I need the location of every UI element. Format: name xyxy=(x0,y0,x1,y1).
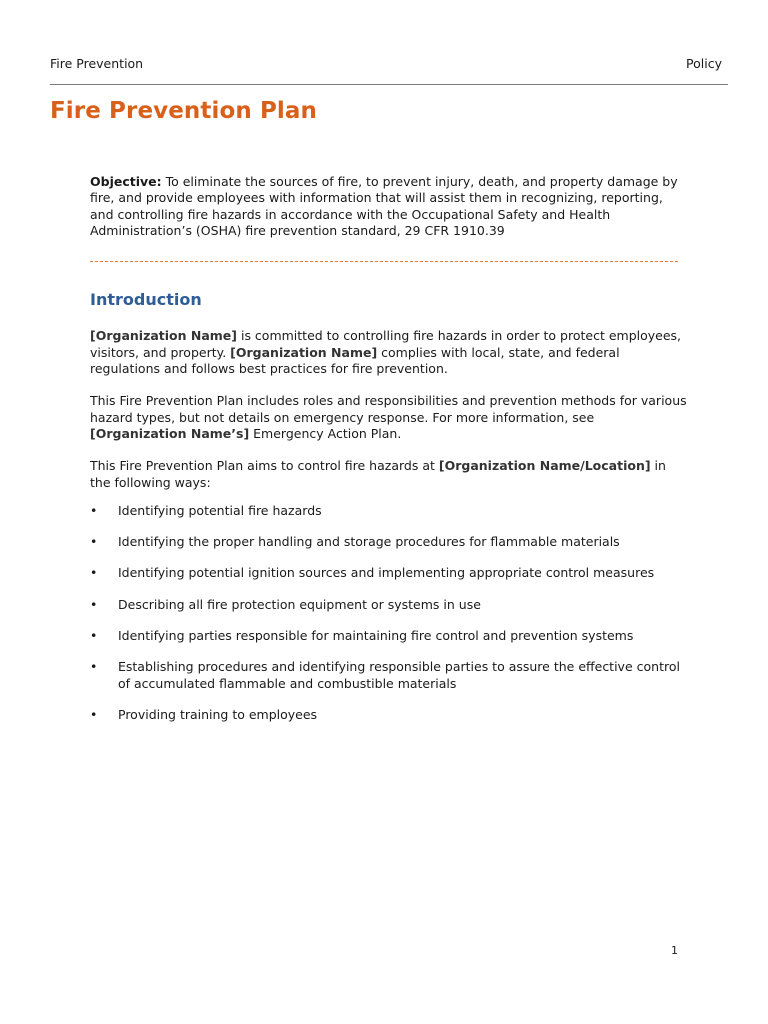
page-header xyxy=(50,54,728,85)
introduction-heading: Introduction xyxy=(90,290,202,310)
intro-p3-text-1: This Fire Prevention Plan aims to control fire hazards at xyxy=(90,458,439,474)
intro-p3-text-2: in the following ways: xyxy=(90,458,666,490)
objective-paragraph xyxy=(90,174,690,239)
page-number: 1 xyxy=(671,944,678,957)
list-item: • Identifying potential fire hazards xyxy=(90,503,690,519)
org-name-placeholder: [Organization Name’s] xyxy=(90,425,250,441)
document-body xyxy=(90,174,690,738)
intro-p2-text-1: This Fire Prevention Plan includes roles and responsibilities and prevention methods for various hazard types, but not details on emergency response. For more information, see xyxy=(90,393,687,425)
org-name-placeholder: [Organization Name] xyxy=(230,344,378,360)
section-divider xyxy=(90,261,678,262)
introduction-body xyxy=(90,328,690,723)
list-item: • Establishing procedures and identifying responsible parties to assure the effective control of accumulated flammable and combustible materials xyxy=(90,659,690,692)
header-left-text: Fire Prevention xyxy=(50,56,144,71)
list-item: • Identifying the proper handling and storage procedures for flammable materials xyxy=(90,534,690,550)
intro-p1-text-1: is committed to controlling fire hazards in order to protect employees, visitors, and property. xyxy=(90,328,682,360)
list-item: • Identifying parties responsible for maintaining fire control and prevention systems xyxy=(90,628,690,644)
intro-p2-text-2: Emergency Action Plan. xyxy=(249,425,402,441)
org-name-placeholder: [Organization Name] xyxy=(90,328,237,344)
objective-text: To eliminate the sources of fire, to prevent injury, death, and property damage by fire, and provide employees with information that will assist them in recognizing, reporting, and controlling fire hazards in accordance with the Occupational Safety and Health Administration’s (OSHA) fire prevention standard, 29 CFR 1910.39 xyxy=(90,174,678,238)
intro-paragraph-3 xyxy=(90,458,690,491)
list-item: • Identifying potential ignition sources and implementing appropriate control measures xyxy=(90,565,690,581)
intro-paragraph-2 xyxy=(90,393,690,442)
header-right-text: Policy xyxy=(686,56,722,71)
objectives-list xyxy=(90,503,690,723)
intro-paragraph-1 xyxy=(90,328,690,377)
objective-label: Objective: xyxy=(90,174,162,189)
intro-p1-text-2: complies with local, state, and federal regulations and follows best practices for fire prevention. xyxy=(90,344,620,377)
document-title: Fire Prevention Plan xyxy=(50,98,318,124)
list-item: • Describing all fire protection equipment or systems in use xyxy=(90,597,690,613)
org-location-placeholder: [Organization Name/Location] xyxy=(438,458,651,474)
list-item: • Providing training to employees xyxy=(90,707,690,723)
